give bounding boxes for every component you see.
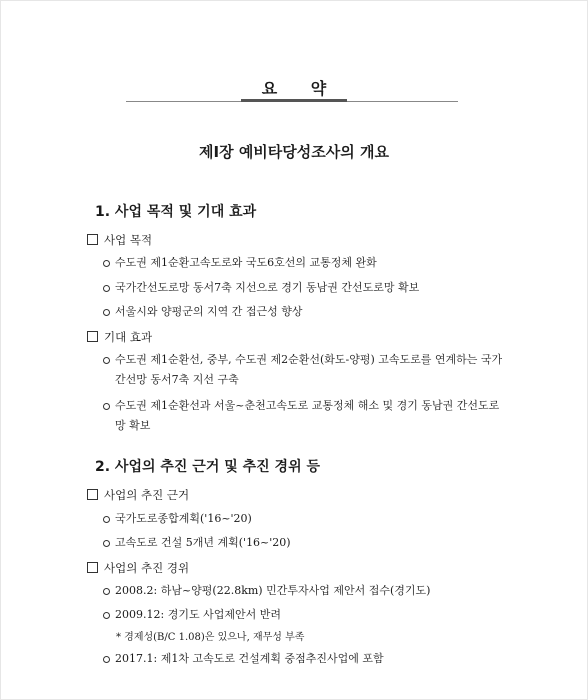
summary-title: 요 약 xyxy=(261,79,341,98)
list-item-text: 고속도로 건설 5개년 계획('16~'20) xyxy=(115,536,291,549)
circle-bullet-icon xyxy=(103,516,110,523)
list-item xyxy=(103,278,503,298)
list-item-text: 수도권 제1순환선과 서울~춘천고속도로 교통정체 해소 및 경기 동남권 간선도로망 확보 xyxy=(115,399,500,432)
group-heading xyxy=(87,232,152,248)
list-item-text: 수도권 제1순환고속도로와 국도6호선의 교통정체 완화 xyxy=(115,256,377,269)
list-item xyxy=(103,350,503,390)
list-item xyxy=(103,581,503,601)
group-heading-label: 사업 목적 xyxy=(104,233,153,247)
circle-bullet-icon xyxy=(103,612,110,619)
square-bullet-icon xyxy=(87,489,98,500)
footnote: * 경제성(B/C 1.08)은 있으나, 재무성 부족 xyxy=(116,632,305,643)
circle-bullet-icon xyxy=(103,309,110,316)
list-item-text: 서울시와 양평군의 지역 간 접근성 향상 xyxy=(115,305,303,318)
group-heading xyxy=(87,560,189,576)
list-item-text: 국가도로종합계획('16~'20) xyxy=(115,512,252,525)
chapter-title: 제Ⅰ장 예비타당성조사의 개요 xyxy=(199,143,389,161)
list-item xyxy=(103,396,503,436)
list-item-text: 2017.1: 제1차 고속도로 건설계획 중점추진사업에 포함 xyxy=(115,652,384,665)
list-item xyxy=(103,605,503,625)
circle-bullet-icon xyxy=(103,260,110,267)
circle-bullet-icon xyxy=(103,540,110,547)
square-bullet-icon xyxy=(87,562,98,573)
group-heading xyxy=(87,487,189,503)
list-item-text: 국가간선도로망 동서7축 지선으로 경기 동남권 간선도로망 확보 xyxy=(115,281,420,294)
circle-bullet-icon xyxy=(103,656,110,663)
circle-bullet-icon xyxy=(103,588,110,595)
list-item xyxy=(103,649,503,669)
circle-bullet-icon xyxy=(103,357,110,364)
group-heading-label: 사업의 추진 경위 xyxy=(104,561,190,575)
circle-bullet-icon xyxy=(103,403,110,410)
section-title: 2. 사업의 추진 근거 및 추진 경위 등 xyxy=(95,459,320,475)
group-heading-label: 사업의 추진 근거 xyxy=(104,488,190,502)
circle-bullet-icon xyxy=(103,285,110,292)
list-item xyxy=(103,509,503,529)
section-title: 1. 사업 목적 및 기대 효과 xyxy=(95,204,257,220)
group-heading xyxy=(87,329,152,345)
list-item-text: 2009.12: 경기도 사업제안서 반려 xyxy=(115,608,281,621)
title-rule-emphasis xyxy=(241,99,347,102)
list-item xyxy=(103,533,503,553)
list-item-text: 수도권 제1순환선, 중부, 수도권 제2순환선(화도-양평) 고속도로를 연계하는 국가 간선망 동서7축 지선 구축 xyxy=(115,353,503,386)
square-bullet-icon xyxy=(87,234,98,245)
list-item xyxy=(103,253,503,273)
square-bullet-icon xyxy=(87,331,98,342)
list-item-text: 2008.2: 하남~양평(22.8km) 민간투자사업 제안서 접수(경기도) xyxy=(115,584,431,597)
list-item xyxy=(103,302,503,322)
group-heading-label: 기대 효과 xyxy=(104,330,153,344)
